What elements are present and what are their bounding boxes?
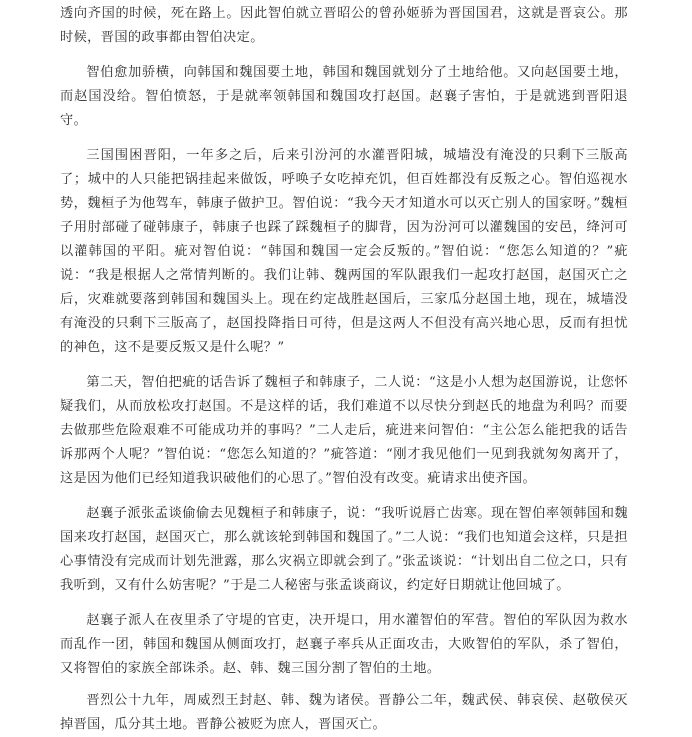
paragraph: 透向齐国的时候，死在路上。因此智伯就立晋昭公的曾孙姬骄为晋国国君，这就是晋哀公。那时候，晋国的政事都由智伯决定。	[60, 6, 628, 45]
paragraph: 智伯愈加骄横，向韩国和魏国要土地，韩国和魏国就划分了土地给他。又向赵国要土地，而赵国没给。智伯愤怒，于是就率领韩国和魏国攻打赵国。赵襄子害怕，于是就逃到晋阳退守。	[60, 65, 628, 128]
paragraph: 赵襄子派张孟谈偷偷去见魏桓子和韩康子，说：“我听说唇亡齿寒。现在智伯率领韩国和魏国来攻打赵国，赵国灭亡，那么就该轮到韩国和魏国了。”二人说：“我们也知道会这样，只是担心事情没有完成而计划先泄露，那么灾祸立即就会到了。”张孟谈说：“计划出自二位之口，只有我听到，又有什么妨害呢？”于是二人秘密与张孟谈商议，约定好日期就让他回城了。	[60, 506, 628, 593]
paragraph: 第二天，智伯把疵的话告诉了魏桓子和韩康子，二人说：“这是小人想为赵国游说，让您怀疑我们，从而放松攻打赵国。不是这样的话，我们难道不以尽快分到赵氏的地盘为利吗？而要去做那些危险艰难不可能成功并的事吗？”二人走后，疵进来问智伯：“主公怎么能把我的话告诉那两个人呢？”智伯说：“您怎么知道的？”疵答道：“刚才我见他们一见到我就匆匆离开了，这是因为他们已经知道我识破他们的心思了。”智伯没有改变。疵请求出使齐国。	[60, 375, 628, 486]
paragraph: 三国围困晋阳，一年多之后，后来引汾河的水灌晋阳城，城墙没有淹没的只剩下三版高了；城中的人只能把锅挂起来做饭，呼唤子女吃掉充饥，但百姓都没有反叛之心。智伯巡视水势，魏桓子为他驾车，韩康子做护卫。智伯说：“我今天才知道水可以灭亡别人的国家呀。”魏桓子用肘部碰了碰韩康子，韩康子也踩了踩魏桓子的脚背，因为汾河可以灌魏国的安邑，绛河可以灌韩国的平阳。疵对智伯说：“韩国和魏国一定会反叛的。”智伯说：“您怎么知道的？”疵说：“我是根据人之常情判断的。我们让韩、魏两国的军队跟我们一起攻打赵国，赵国灭亡之后，灾难就要落到韩国和魏国头上。现在约定战胜赵国后，三家瓜分赵国土地，现在，城墙没有淹没的只剩下三版高了，赵国投降指日可待，但是这两人不但没有高兴地心思，反而有担忧的神色，这不是要反叛又是什么呢？”	[60, 148, 628, 355]
paragraph: 晋烈公十九年，周威烈王封赵、韩、魏为诸侯。晋静公二年，魏武侯、韩哀侯、赵敬侯灭掉晋国，瓜分其土地。晋静公被贬为庶人，晋国灭亡。	[60, 693, 628, 732]
paragraph: 赵襄子派人在夜里杀了守堤的官吏，决开堤口，用水灌智伯的军营。智伯的军队因为救水而乱作一团，韩国和魏国从侧面攻打，赵襄子率兵从正面攻击，大败智伯的军队，杀了智伯，又将智伯的家族全部诛杀。赵、韩、魏三国分割了智伯的土地。	[60, 613, 628, 676]
